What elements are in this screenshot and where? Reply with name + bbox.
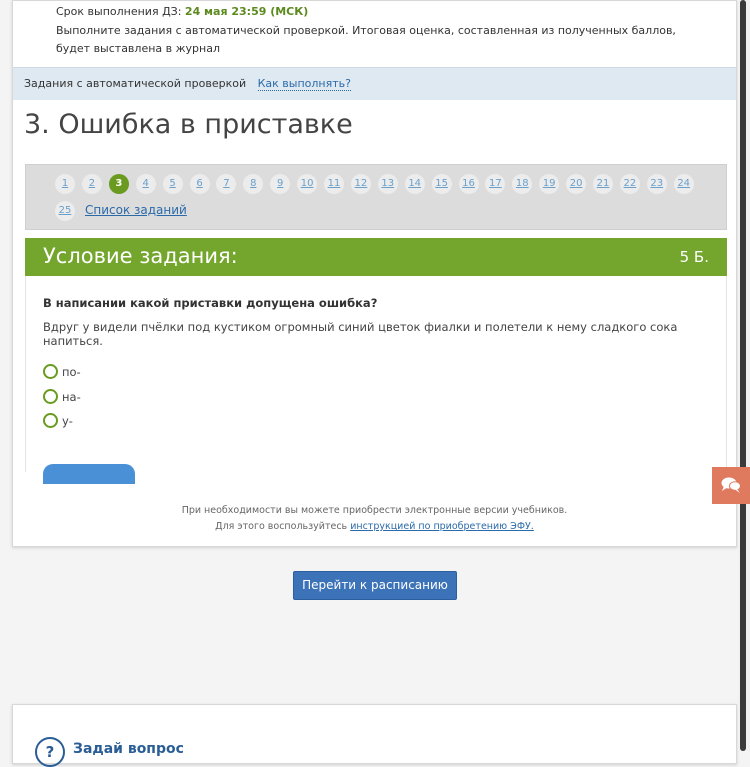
ebook-note-prefix: Для этого воспользуйтесь	[215, 521, 351, 532]
ebook-note-line2	[13, 519, 736, 535]
task-number-2[interactable]: 2	[82, 174, 102, 194]
radio-button[interactable]	[43, 413, 58, 428]
deadline-value: 24 мая 23:59 (МСК)	[184, 5, 309, 18]
ebook-note-line1: При необходимости вы можете приобрести электронные версии учебников.	[181, 505, 568, 516]
task-number-19[interactable]: 19	[539, 174, 559, 194]
ebook-instruction-link[interactable]: инструкцией по приобретению ЭФУ.	[350, 521, 534, 532]
task-number-17[interactable]: 17	[485, 174, 505, 194]
task-number-23[interactable]: 23	[647, 174, 667, 194]
answer-option-label: на-	[62, 389, 81, 404]
ebook-note	[13, 503, 736, 535]
deadline-label: Срок выполнения ДЗ:	[56, 5, 185, 18]
instructions-text: Выполните задания с автоматической проверкой. Итоговая оценка, составленная из полученных баллов, будет выставлена в журнал	[56, 24, 676, 55]
task-number-7[interactable]: 7	[216, 174, 236, 194]
ask-question-card[interactable]	[12, 704, 737, 764]
radio-button[interactable]	[43, 364, 58, 379]
deadline	[56, 5, 308, 19]
question-icon: ?	[35, 737, 65, 767]
submit-answer-button[interactable]	[43, 464, 135, 484]
task-pager	[25, 164, 727, 230]
radio-button[interactable]	[43, 389, 58, 404]
task-number-25[interactable]: 25	[55, 201, 75, 221]
chat-bubbles-icon	[721, 476, 741, 494]
task-number-1[interactable]: 1	[55, 174, 75, 194]
task-number-6[interactable]: 6	[190, 174, 210, 194]
go-to-schedule-button[interactable]: Перейти к расписанию	[293, 571, 457, 600]
task-number-16[interactable]: 16	[459, 174, 479, 194]
condition-label: Условие задания:	[43, 244, 238, 268]
task-number-24[interactable]: 24	[674, 174, 694, 194]
task-number-18[interactable]: 18	[512, 174, 532, 194]
scrollbar-thumb[interactable]	[740, 0, 746, 751]
answer-option-1[interactable]	[43, 364, 81, 379]
task-number-14[interactable]: 14	[405, 174, 425, 194]
answer-option-label: по-	[62, 364, 81, 379]
condition-header	[25, 238, 727, 276]
task-number-11[interactable]: 11	[324, 174, 344, 194]
ask-question-label[interactable]: Задай вопрос	[73, 741, 184, 757]
task-type-label: Задания с автоматической проверкой	[24, 77, 247, 90]
answer-option-label: у-	[62, 413, 73, 428]
task-number-15[interactable]: 15	[432, 174, 452, 194]
task-number-5[interactable]: 5	[163, 174, 183, 194]
task-number-3[interactable]: 3	[109, 174, 129, 194]
condition-body	[25, 276, 727, 472]
how-to-link[interactable]: Как выполнять?	[257, 77, 351, 90]
answer-option-3[interactable]	[43, 413, 73, 428]
task-number-9[interactable]: 9	[270, 174, 290, 194]
task-list-link[interactable]: Список заданий	[85, 203, 187, 217]
task-number-8[interactable]: 8	[243, 174, 263, 194]
task-type-bar	[13, 67, 736, 100]
task-number-12[interactable]: 12	[351, 174, 371, 194]
question-text: В написании какой приставки допущена ошибка?	[43, 296, 378, 310]
task-sentence: Вдруг у видели пчёлки под кустиком огромный синий цветок фиалки и полетели к нему сладкого сока напиться.	[43, 320, 678, 348]
homework-card	[12, 0, 737, 547]
task-number-21[interactable]: 21	[593, 174, 613, 194]
points-badge: 5 Б.	[679, 248, 709, 266]
answer-option-2[interactable]	[43, 389, 81, 404]
chat-button[interactable]	[712, 467, 750, 504]
task-number-4[interactable]: 4	[136, 174, 156, 194]
task-number-13[interactable]: 13	[378, 174, 398, 194]
task-number-10[interactable]: 10	[297, 174, 317, 194]
task-title: 3. Ошибка в приставке	[24, 109, 353, 140]
task-number-22[interactable]: 22	[620, 174, 640, 194]
task-number-20[interactable]: 20	[566, 174, 586, 194]
